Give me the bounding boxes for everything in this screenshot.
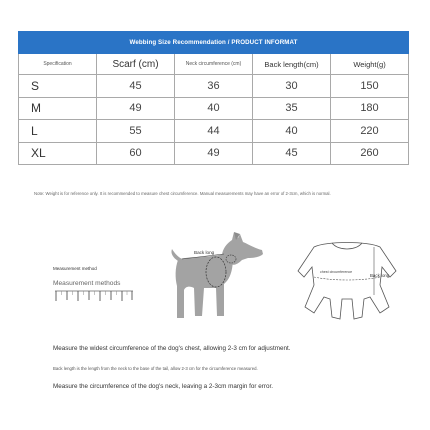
coat-back-long-label: Back long — [370, 273, 390, 278]
measurement-method-label: Measurement method — [53, 266, 97, 271]
table-row — [19, 142, 409, 165]
instruction-neck: Measure the circumference of the dog's neck, leaving a 2-3cm margin for error. — [53, 383, 273, 390]
cell-back: 40 — [253, 120, 331, 143]
header-specification: Specification — [19, 54, 97, 75]
cell-scarf: 55 — [97, 120, 175, 143]
dog-coat-diagram — [292, 237, 402, 323]
cell-back: 45 — [253, 142, 331, 165]
cell-weight: 220 — [331, 120, 409, 143]
cell-neck: 40 — [175, 97, 253, 120]
cell-back: 30 — [253, 75, 331, 98]
table-row — [19, 120, 409, 143]
cell-size: XL — [19, 142, 97, 165]
cell-back: 35 — [253, 97, 331, 120]
instruction-chest: Measure the widest circumference of the dog's chest, allowing 2-3 cm for adjustment. — [53, 345, 291, 352]
instruction-back-length: Back length is the length from the neck to the base of the tail, allow 2-3 cm for the circumference measured. — [53, 366, 258, 371]
cell-weight: 260 — [331, 142, 409, 165]
header-back-length: Back length(cm) — [253, 54, 331, 75]
cell-scarf: 60 — [97, 142, 175, 165]
cell-neck: 44 — [175, 120, 253, 143]
cell-size: S — [19, 75, 97, 98]
header-neck: Neck circumference (cm) — [175, 54, 253, 75]
cell-size: M — [19, 97, 97, 120]
cell-neck: 36 — [175, 75, 253, 98]
dog-silhouette-diagram — [168, 232, 268, 326]
header-scarf: Scarf (cm) — [97, 54, 175, 75]
table-header-row — [19, 54, 409, 75]
dog-back-long-label: Back long — [194, 250, 215, 255]
cell-weight: 180 — [331, 97, 409, 120]
measurement-methods-caption: Measurement methods — [53, 280, 121, 287]
cell-scarf: 49 — [97, 97, 175, 120]
size-table — [18, 31, 409, 165]
header-weight: Weight(g) — [331, 54, 409, 75]
cell-scarf: 45 — [97, 75, 175, 98]
cell-weight: 150 — [331, 75, 409, 98]
coat-outline-icon — [298, 243, 396, 320]
table-row — [19, 97, 409, 120]
cell-size: L — [19, 120, 97, 143]
table-row — [19, 75, 409, 98]
table-title: Webbing Size Recommendation / PRODUCT INFORMAT — [19, 32, 409, 54]
dog-silhouette-icon — [171, 232, 263, 318]
cell-neck: 49 — [175, 142, 253, 165]
tape-measure-icon — [55, 290, 133, 302]
coat-chest-label: chest circumference — [320, 270, 353, 274]
weight-note: Note: Weight is for reference only. It is recommended to measure chest circumference. Manual measurements may have an error of 2-3cm, which is normal. — [34, 191, 331, 196]
